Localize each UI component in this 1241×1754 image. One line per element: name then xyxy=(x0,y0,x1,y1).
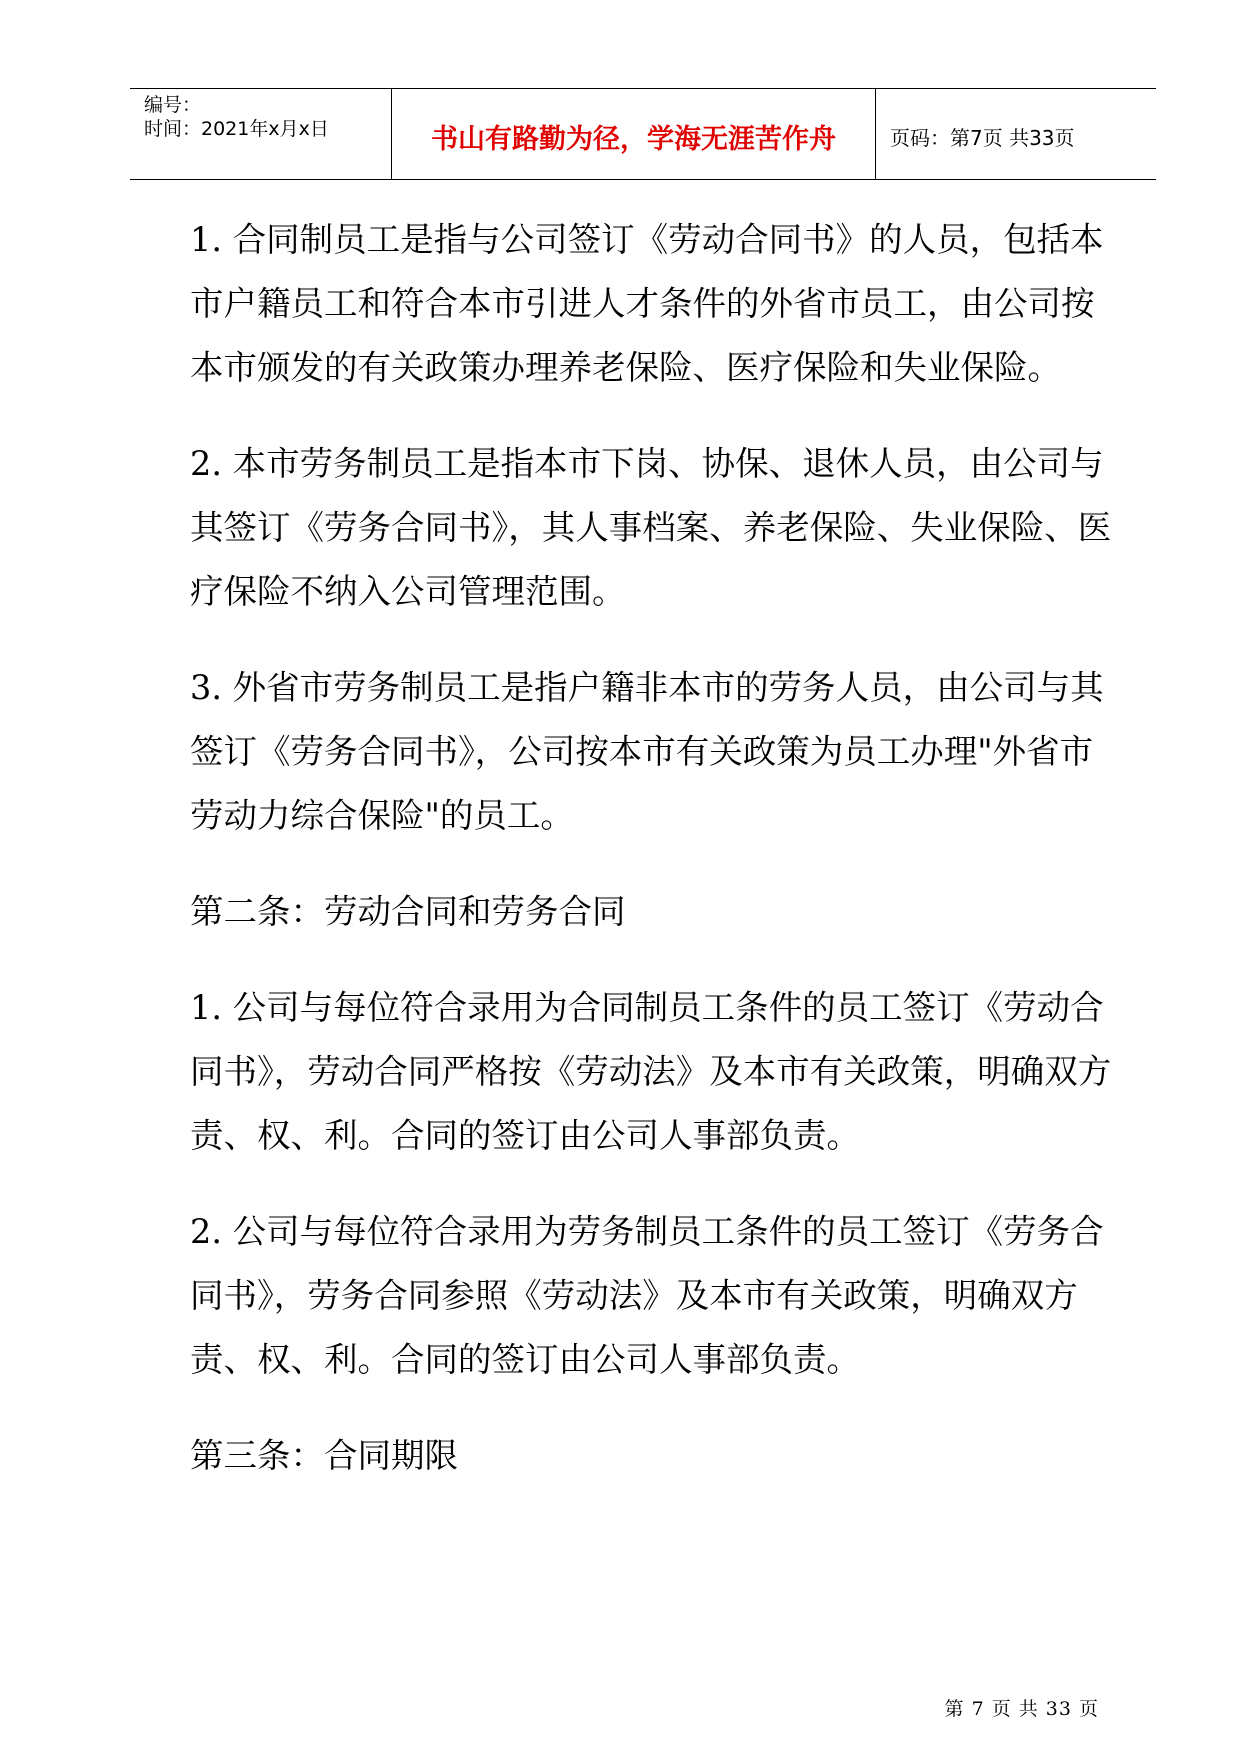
document-body xyxy=(190,208,1120,1520)
article-2-item-2: 2. 公司与每位符合录用为劳务制员工条件的员工签订《劳务合同书》，劳务合同参照《劳动法》及本市有关政策，明确双方责、权、利。合同的签订由公司人事部负责。 xyxy=(190,1212,1104,1379)
clause-item-2: 2. 本市劳务制员工是指本市下岗、协保、退休人员，由公司与其签订《劳务合同书》，其人事档案、养老保险、失业保险、医疗保险不纳入公司管理范围。 xyxy=(190,444,1112,611)
article-2-item-1: 1. 公司与每位符合录用为合同制员工条件的员工签订《劳动合同书》，劳动合同严格按《劳动法》及本市有关政策，明确双方责、权、利。合同的签订由公司人事部负责。 xyxy=(190,988,1112,1155)
document-date: 时间：2021年x月x日 xyxy=(144,118,329,140)
header-meta-cell xyxy=(130,89,392,179)
section-heading-article-2: 第二条：劳动合同和劳务合同 xyxy=(190,892,626,931)
page-header xyxy=(130,88,1156,180)
header-slogan: 书山有路勤为径，学海无涯苦作舟 xyxy=(392,89,876,179)
header-page-code: 页码：第7页 共33页 xyxy=(890,125,1075,150)
page-footer: 第 7 页 共 33 页 xyxy=(944,1698,1099,1720)
section-heading-article-3: 第三条：合同期限 xyxy=(190,1436,458,1475)
clause-item-1: 1. 合同制员工是指与公司签订《劳动合同书》的人员，包括本市户籍员工和符合本市引进人才条件的外省市员工，由公司按本市颁发的有关政策办理养老保险、医疗保险和失业保险。 xyxy=(190,220,1104,387)
document-number-label: 编号： xyxy=(144,94,202,116)
clause-item-3: 3. 外省市劳务制员工是指户籍非本市的劳务人员，由公司与其签订《劳务合同书》，公司按本市有关政策为员工办理"外省市劳动力综合保险"的员工。 xyxy=(190,668,1104,835)
